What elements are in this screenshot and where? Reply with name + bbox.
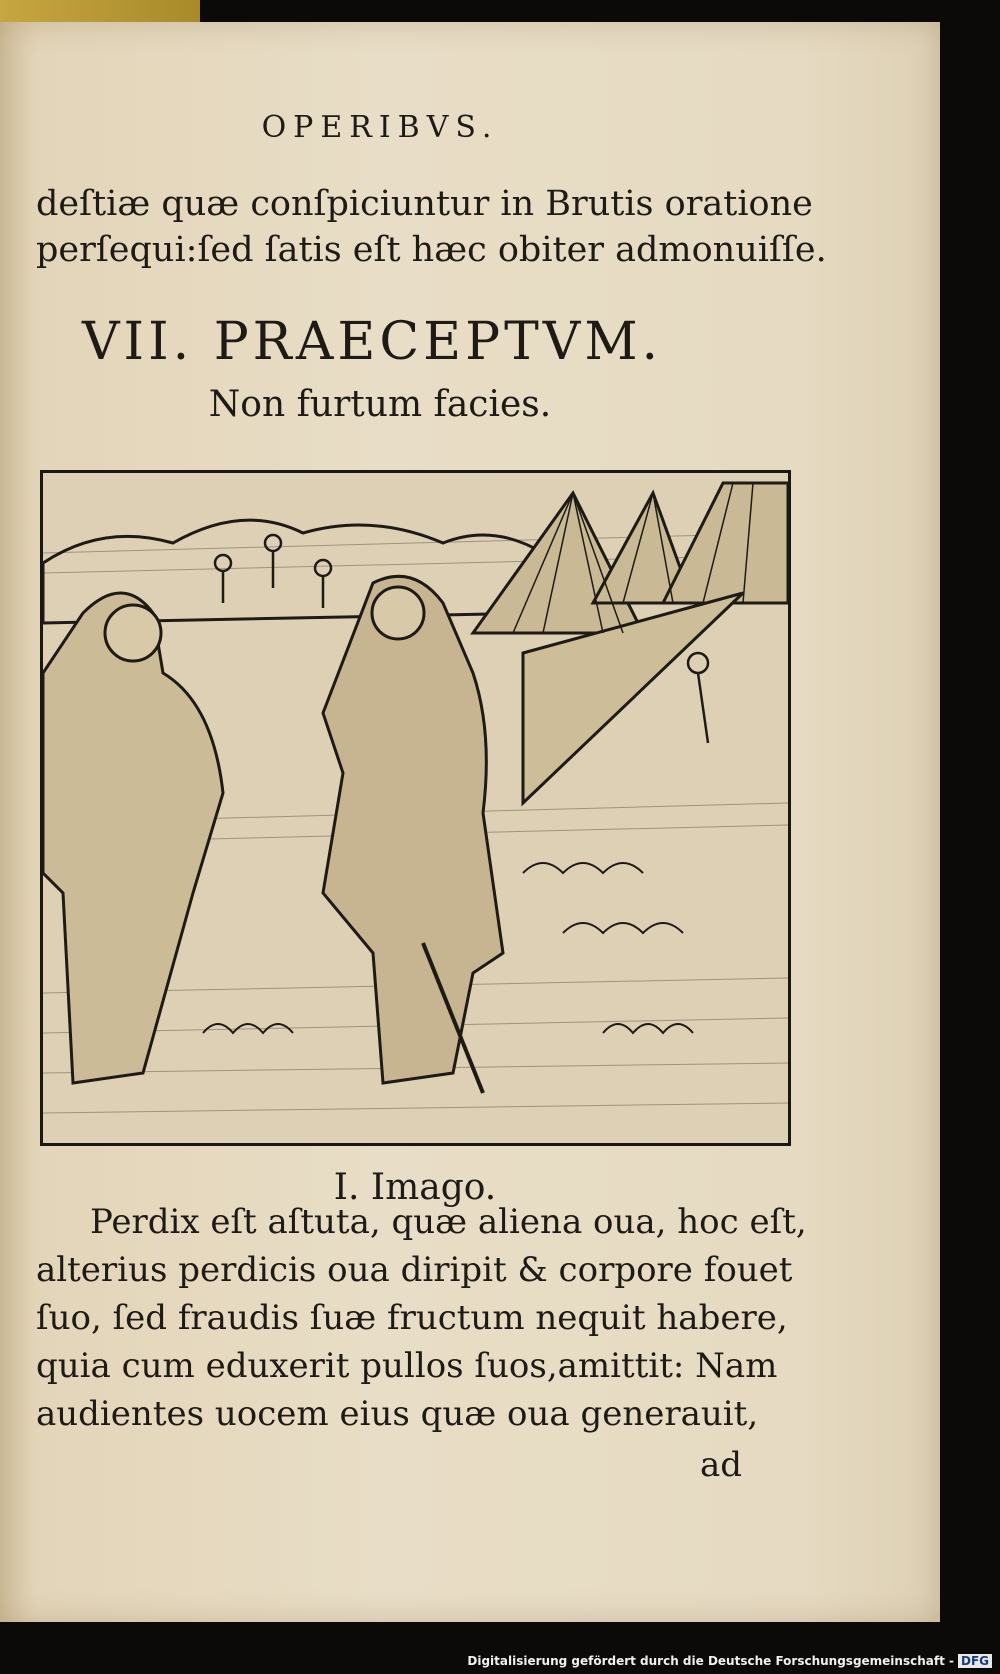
body-line: alterius perdicis oua diripit & corpore fouet <box>36 1250 793 1290</box>
catchword: ad <box>700 1445 743 1485</box>
woodcut-image <box>43 473 788 1143</box>
figure-caption: I. Imago. <box>333 1167 497 1208</box>
digitization-footer <box>467 1654 992 1668</box>
dfg-logo: DFG <box>958 1654 992 1668</box>
body-line: quia cum eduxerit pullos ſuos,amittit: Nam <box>36 1346 778 1386</box>
woodcut-illustration <box>40 470 791 1146</box>
body-line: audientes uocem eius quæ oua generauit, <box>36 1394 759 1434</box>
section-subtitle: Non furtum facies. <box>208 384 552 425</box>
body-line: ſuo, ſed fraudis ſuæ fructum nequit habere, <box>36 1298 788 1338</box>
body-line: Perdix eſt aſtuta, quæ aliena oua, hoc eſt, <box>90 1202 807 1242</box>
gilt-edge <box>0 0 200 24</box>
section-title: VII. PRAECEPTVM. <box>82 312 663 372</box>
footer-text: Digitalisierung gefördert durch die Deutsche Forschungsgemeinschaft - <box>467 1654 954 1668</box>
book-page <box>0 22 940 1622</box>
text-line: deſtiæ quæ conſpiciuntur in Brutis oratione <box>36 184 813 224</box>
text-line: perſequi:ſed ſatis eſt hæc obiter admonuiſſe. <box>36 230 827 270</box>
running-head: OPERIBVS. <box>261 110 499 145</box>
